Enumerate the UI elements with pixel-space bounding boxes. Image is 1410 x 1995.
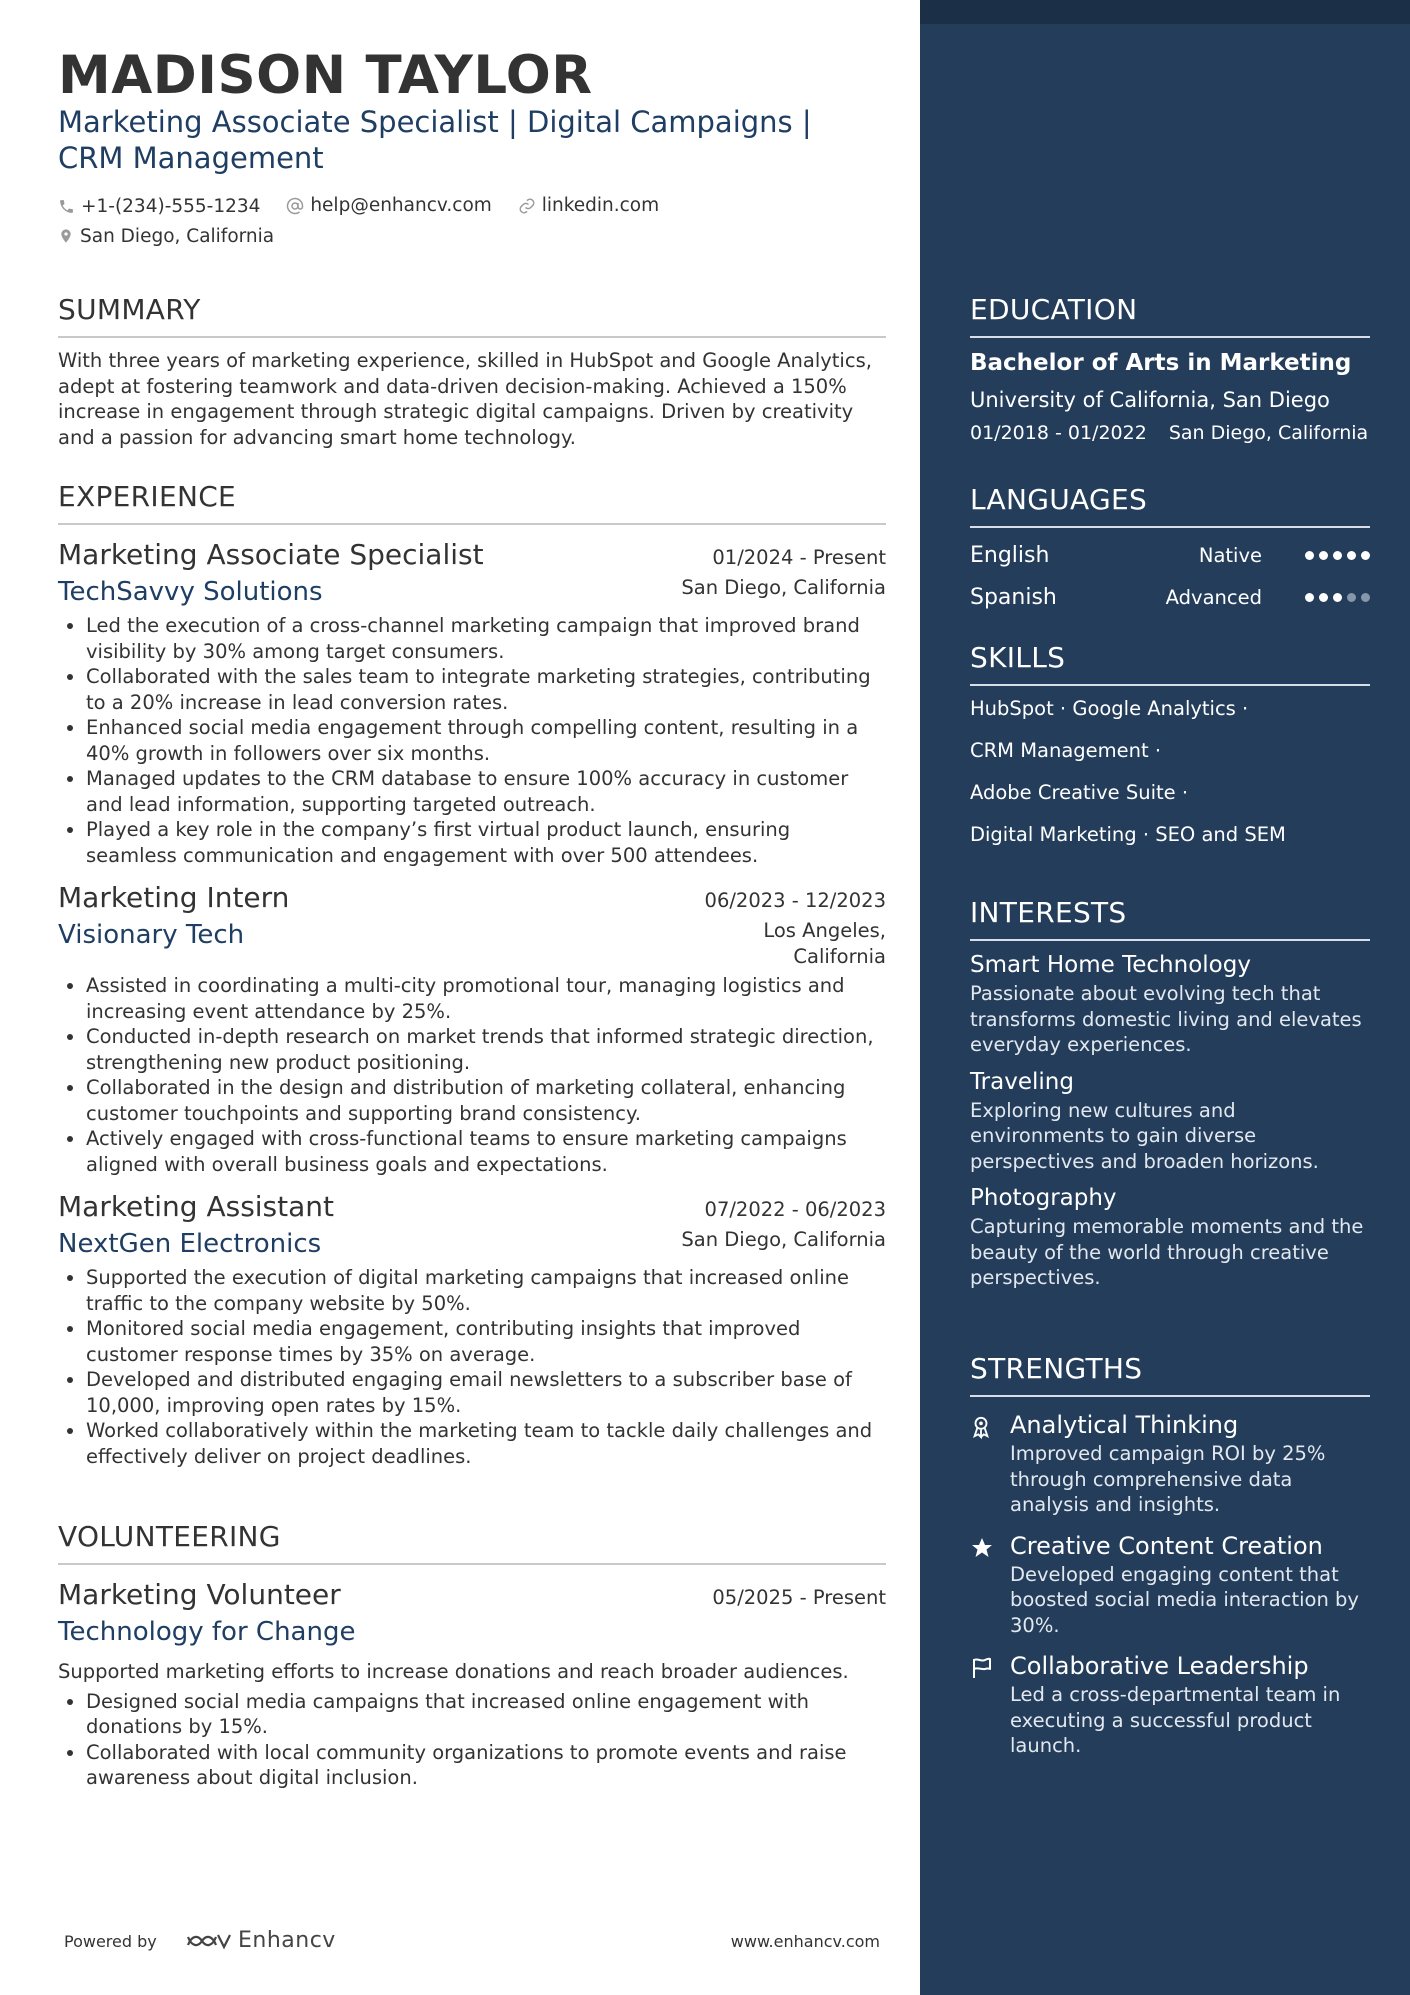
candidate-subtitle: Marketing Associate Specialist | Digital Campaigns | CRM Management: [58, 105, 812, 175]
job-bullet: • Assisted in coordinating a multi-city promotional tour, managing logistics and increasing event attendance by 25%.: [86, 973, 886, 1024]
rating-dot-empty: [1361, 593, 1370, 602]
language-rating: [1305, 593, 1370, 602]
language-level: Native: [1198, 543, 1262, 567]
strength-item: [970, 1530, 1370, 1639]
volunteer-date: 05/2025 - Present: [712, 1586, 886, 1609]
contact-email[interactable]: [286, 192, 491, 219]
skill-line: Digital Marketing · SEO and SEM: [970, 823, 1286, 846]
job-date: 01/2024 - Present: [712, 546, 886, 569]
link-icon: [518, 197, 536, 215]
volunteering-heading: VOLUNTEERING: [58, 1519, 886, 1565]
job-bullets: [58, 613, 886, 868]
job-bullet: • Played a key role in the company’s first virtual product launch, ensuring seamless communication and engagement with over 500 attendees.: [86, 817, 886, 868]
languages-section: [970, 482, 1370, 612]
strengths-section: [970, 1351, 1370, 1759]
languages-heading: LANGUAGES: [970, 482, 1370, 528]
language-rating: [1305, 551, 1370, 560]
skills-section: [970, 640, 1370, 856]
footer-url[interactable]: www.enhancv.com: [730, 1932, 880, 1951]
contact-location: [58, 223, 274, 250]
footer: [64, 1928, 880, 1958]
summary-text: With three years of marketing experience, skilled in HubSpot and Google Analytics, adept at fostering teamwork and data-driven decision-making. Achieved a 150% increase in engagement through strategic digital campaigns. Driven by creativity and a passion for advancing smart home technology.: [58, 349, 872, 449]
linkedin-text: linkedin.com: [541, 195, 660, 216]
job-bullet: • Led the execution of a cross-channel marketing campaign that improved brand visibility by 30% among target consumers.: [86, 613, 886, 664]
job-date: 07/2022 - 06/2023: [704, 1198, 886, 1221]
language-level: Advanced: [1165, 585, 1262, 609]
interest-description: Passionate about evolving tech that transforms domestic living and elevates everyday experiences.: [970, 982, 1362, 1056]
experience-heading: EXPERIENCE: [58, 479, 886, 525]
job-title: Marketing Intern: [58, 881, 290, 914]
sidebar-top-bar: [920, 0, 1410, 24]
summary-heading: SUMMARY: [58, 292, 886, 338]
language-name: Spanish: [970, 584, 1057, 610]
strength-description: Led a cross-departmental team in executing a successful product launch.: [1010, 1683, 1341, 1757]
rating-dot-filled: [1333, 551, 1342, 560]
education-school: University of California, San Diego: [970, 388, 1330, 412]
email-text: help@enhancv.com: [310, 195, 492, 216]
job-bullet: • Supported the execution of digital marketing campaigns that increased online traffic to the company website by 50%.: [86, 1265, 886, 1316]
language-name: English: [970, 542, 1050, 568]
interest-title: Traveling: [970, 1068, 1074, 1095]
at-icon: [286, 197, 304, 215]
enhancv-brand-text: Enhancv: [238, 1928, 336, 1953]
education-dates: 01/2018 - 01/2022: [970, 422, 1147, 444]
job-company: NextGen Electronics: [58, 1229, 322, 1259]
volunteer-bullet: • Designed social media campaigns that increased online engagement with donations by 15%.: [86, 1689, 886, 1740]
strength-title: Collaborative Leadership: [1010, 1652, 1309, 1680]
job-bullet: • Managed updates to the CRM database to ensure 100% accuracy in customer and lead information, supporting targeted outreach.: [86, 766, 886, 817]
interest-title: Smart Home Technology: [970, 952, 1251, 978]
job-bullet: • Monitored social media engagement, contributing insights that improved customer response times by 35% on average.: [86, 1316, 886, 1367]
volunteer-bullets: [58, 1689, 886, 1791]
interest-description: Capturing memorable moments and the beauty of the world through creative perspectives.: [970, 1215, 1364, 1289]
powered-by-label: Powered by: [64, 1932, 157, 1951]
job-bullet: • Developed and distributed engaging email newsletters to a subscriber base of 10,000, improving open rates by 15%.: [86, 1367, 886, 1418]
job-bullet: • Enhanced social media engagement through compelling content, resulting in a 40% growth in followers over six months.: [86, 715, 886, 766]
skill-line: CRM Management ·: [970, 739, 1162, 762]
location-text: San Diego, California: [80, 225, 275, 247]
strength-item: [970, 1650, 1370, 1759]
language-row: [970, 582, 1370, 612]
job-entry: [58, 880, 886, 1177]
strength-description: Improved campaign ROI by 25% through comprehensive data analysis and insights.: [1010, 1442, 1326, 1516]
education-heading: EDUCATION: [970, 292, 1370, 338]
rating-dot-filled: [1347, 551, 1356, 560]
rating-dot-filled: [1333, 593, 1342, 602]
education-degree: Bachelor of Arts in Marketing: [970, 350, 1352, 376]
job-date: 06/2023 - 12/2023: [704, 889, 886, 912]
volunteer-bullet: • Collaborated with local community organizations to promote events and raise awareness about digital inclusion.: [86, 1740, 886, 1791]
flag-icon: [970, 1650, 1010, 1759]
job-title: Marketing Assistant: [58, 1190, 335, 1223]
volunteering-section: [58, 1519, 886, 1791]
job-bullets: [58, 1265, 886, 1469]
skills-list: [970, 688, 1370, 856]
education-section: [970, 292, 1370, 444]
strengths-heading: STRENGTHS: [970, 1351, 1370, 1397]
job-company: Visionary Tech: [58, 920, 245, 950]
contact-info: [58, 192, 878, 253]
location-pin-icon: [58, 227, 74, 245]
sidebar: [920, 0, 1410, 1995]
job-bullet: • Actively engaged with cross-functional teams to ensure marketing campaigns aligned with overall business goals and expectations.: [86, 1126, 886, 1177]
job-bullet: • Worked collaboratively within the marketing team to tackle daily challenges and effectively deliver on project deadlines.: [86, 1418, 886, 1469]
enhancv-logo-icon: [184, 1929, 232, 1953]
rating-dot-filled: [1361, 551, 1370, 560]
enhancv-logo[interactable]: [184, 1928, 336, 1953]
job-location: San Diego, California: [681, 1228, 886, 1251]
job-location: Los Angeles, California: [763, 919, 886, 968]
strength-title: Analytical Thinking: [1010, 1411, 1239, 1439]
experience-section: [58, 479, 886, 1469]
volunteer-role: Marketing Volunteer: [58, 1578, 341, 1611]
rating-dot-filled: [1305, 593, 1314, 602]
interests-heading: INTERESTS: [970, 895, 1370, 941]
job-entry: [58, 1189, 886, 1469]
interest-title: Photography: [970, 1185, 1117, 1211]
job-bullet: • Collaborated with the sales team to integrate marketing strategies, contributing to a 20% increase in lead conversion rates.: [86, 664, 886, 715]
job-entry: [58, 537, 886, 868]
award-icon: [970, 1409, 1010, 1518]
interests-section: [970, 895, 1370, 1291]
job-company: TechSavvy Solutions: [58, 577, 323, 607]
job-title: Marketing Associate Specialist: [58, 538, 484, 571]
skill-line: HubSpot · Google Analytics ·: [970, 697, 1249, 720]
job-location: San Diego, California: [681, 576, 886, 599]
job-bullets: [58, 973, 886, 1177]
star-icon: [970, 1530, 1010, 1639]
rating-dot-empty: [1347, 593, 1356, 602]
summary-section: [58, 292, 886, 450]
strength-item: [970, 1409, 1370, 1518]
contact-linkedin[interactable]: [518, 192, 659, 219]
rating-dot-filled: [1319, 593, 1328, 602]
interest-description: Exploring new cultures and environments to gain diverse perspectives and broaden horizons.: [970, 1098, 1319, 1173]
volunteer-description: Supported marketing efforts to increase donations and reach broader audiences.: [58, 1660, 849, 1683]
contact-phone[interactable]: [58, 193, 260, 220]
strength-description: Developed engaging content that boosted social media interaction by 30%.: [1010, 1562, 1359, 1637]
job-bullet: • Collaborated in the design and distribution of marketing collateral, enhancing customer touchpoints and supporting brand consistency.: [86, 1075, 886, 1126]
phone-text: +1-(234)-555-1234: [81, 195, 261, 217]
volunteer-org: Technology for Change: [58, 1617, 356, 1647]
education-meta: [970, 422, 1370, 444]
phone-icon: [58, 198, 75, 215]
skills-heading: SKILLS: [970, 640, 1370, 686]
volunteer-entry: [58, 1577, 886, 1791]
job-bullet: • Conducted in-depth research on market trends that informed strategic direction, strengthening new product positioning.: [86, 1024, 886, 1075]
strength-title: Creative Content Creation: [1010, 1531, 1323, 1560]
rating-dot-filled: [1305, 551, 1314, 560]
candidate-name: MADISON TAYLOR: [58, 45, 593, 106]
skill-line: Adobe Creative Suite ·: [970, 781, 1189, 804]
rating-dot-filled: [1319, 551, 1328, 560]
education-location: San Diego, California: [1168, 422, 1369, 444]
language-row: [970, 540, 1370, 570]
